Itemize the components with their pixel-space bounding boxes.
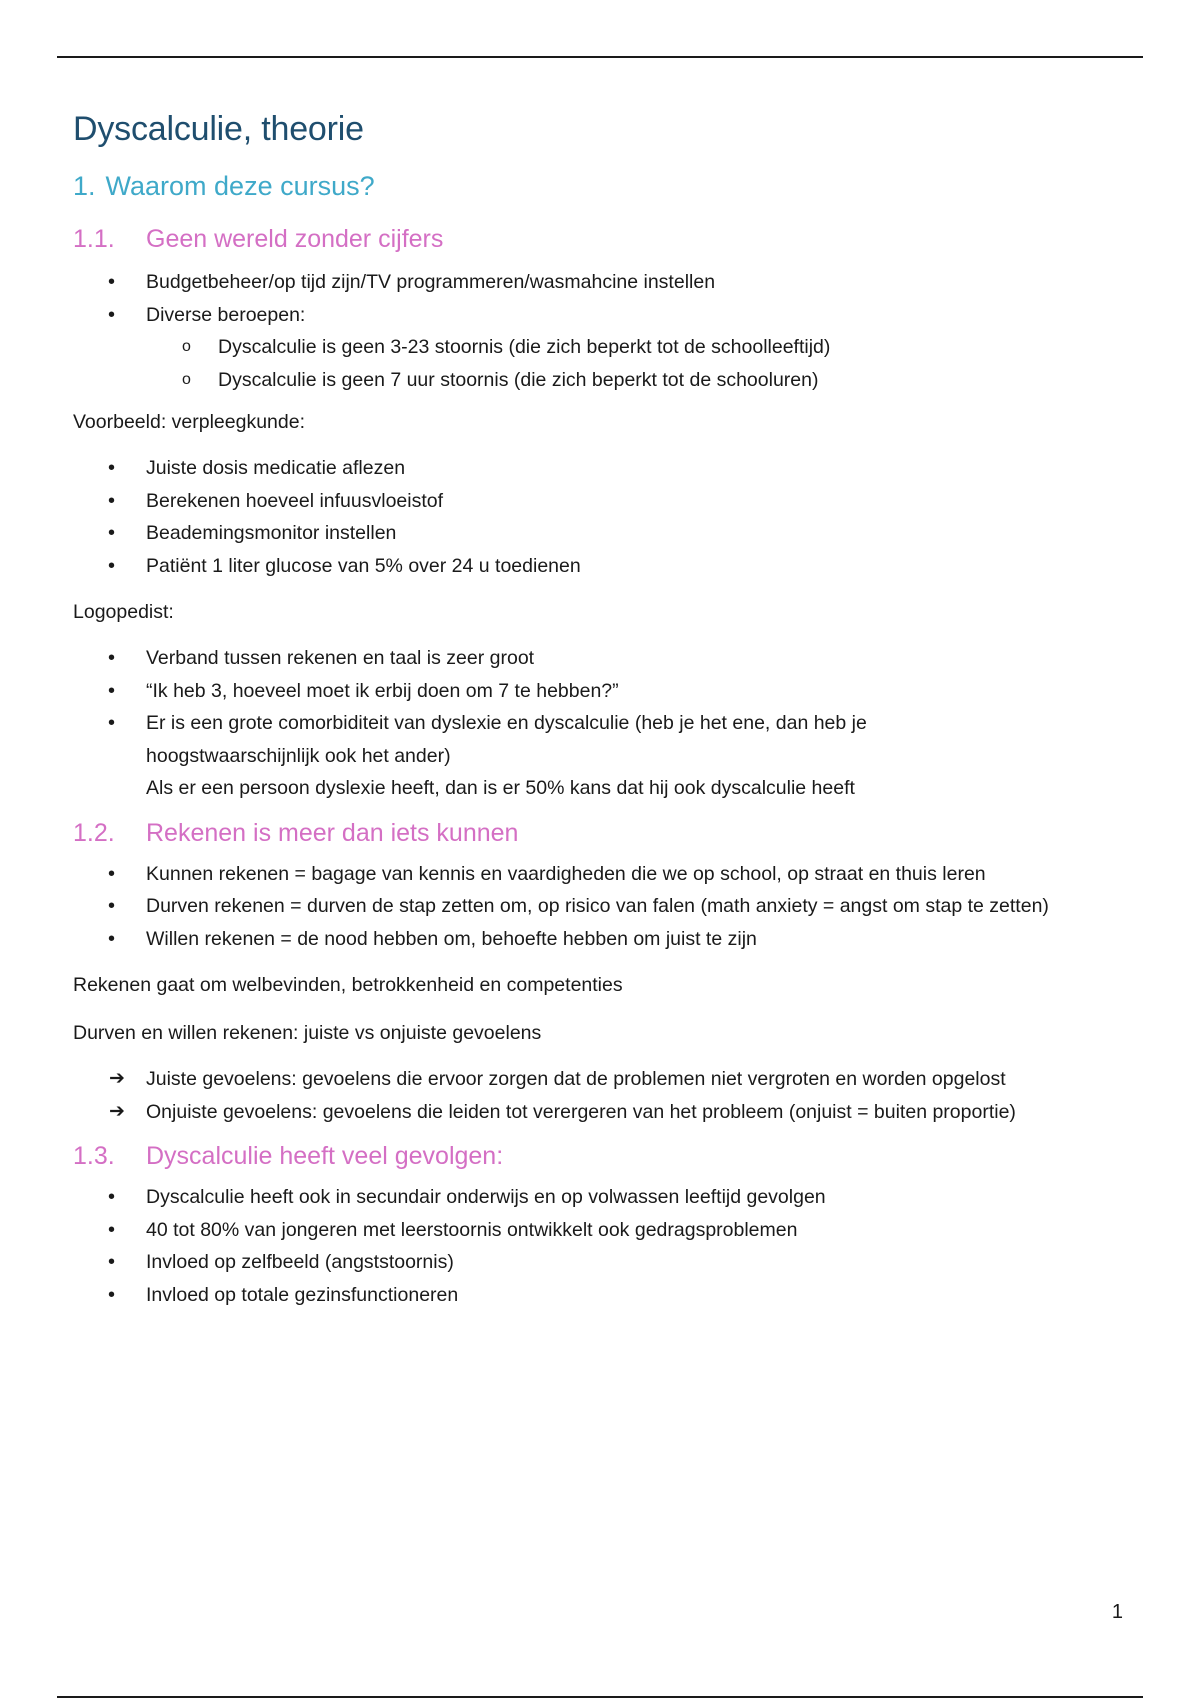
list-item: • 40 tot 80% van jongeren met leerstoornis ontwikkelt ook gedragsproblemen [73, 1214, 1143, 1247]
heading-text: Waarom deze cursus? [105, 171, 375, 201]
bullet-list [73, 1181, 1143, 1311]
heading-number: 1. [73, 171, 96, 201]
list-item: • Patiënt 1 liter glucose van 5% over 24 u toedienen [73, 550, 1143, 583]
list-item: • Kunnen rekenen = bagage van kennis en vaardigheden die we op school, op straat en thuis leren [73, 858, 1143, 891]
document-body [73, 110, 1143, 1311]
bullet-list [73, 642, 953, 772]
list-item: o Dyscalculie is geen 3-23 stoornis (die zich beperkt tot de schoolleeftijd) [73, 331, 1143, 364]
heading-text: Geen wereld zonder cijfers [146, 225, 444, 253]
list-item: • Budgetbeheer/op tijd zijn/TV programmeren/wasmahcine instellen [73, 266, 1143, 299]
paragraph: Durven en willen rekenen: juiste vs onjuiste gevoelens [73, 1022, 542, 1044]
list-item: • Dyscalculie heeft ook in secundair onderwijs en op volwassen leeftijd gevolgen [73, 1181, 1143, 1214]
heading-section-1-1 [73, 225, 1143, 254]
heading-section-1-2 [73, 819, 1143, 848]
list-item: • Juiste dosis medicatie aflezen [73, 452, 1143, 485]
heading-number: 1.2. [73, 818, 115, 847]
bottom-rule [57, 1696, 1143, 1698]
sub-bullet-list [73, 331, 1143, 396]
list-item: • Berekenen hoeveel infuusvloeistof [73, 485, 1143, 518]
page-number: 1 [1111, 1601, 1123, 1623]
paragraph: Rekenen gaat om welbevinden, betrokkenheid en competenties [73, 974, 623, 996]
heading-section-1-3 [73, 1142, 1143, 1171]
list-item: • Diverse beroepen: [73, 299, 1143, 332]
bullet-list [73, 266, 1143, 331]
list-continuation: Als er een persoon dyslexie heeft, dan is er 50% kans dat hij ook dyscalculie heeft [146, 777, 855, 799]
bullet-list [73, 452, 1143, 582]
heading-section-1 [73, 171, 1143, 202]
heading-text: Dyscalculie heeft veel gevolgen: [146, 1142, 504, 1170]
paragraph: Voorbeeld: verpleegkunde: [73, 411, 306, 433]
list-item: ➔ Onjuiste gevoelens: gevoelens die leiden tot verergeren van het probleem (onjuist = buiten proportie) [73, 1096, 1143, 1129]
list-item: • Er is een grote comorbiditeit van dyslexie en dyscalculie (heb je het ene, dan heb je hoogstwaarschijnlijk ook het ander) [73, 707, 953, 772]
list-item: • Durven rekenen = durven de stap zetten om, op risico van falen (math anxiety = angst om stap te zetten) [73, 890, 1143, 923]
document-title: Dyscalculie, theorie [73, 110, 364, 148]
heading-number: 1.1. [73, 225, 115, 253]
list-item: • Invloed op totale gezinsfunctioneren [73, 1279, 1143, 1312]
list-item: • Willen rekenen = de nood hebben om, behoefte hebben om juist te zijn [73, 923, 1143, 956]
heading-number: 1.3. [73, 1142, 115, 1170]
list-item: • Invloed op zelfbeeld (angststoornis) [73, 1246, 1143, 1279]
arrow-list [73, 1063, 1143, 1128]
list-item: • Beademingsmonitor instellen [73, 517, 1143, 550]
paragraph: Logopedist: [73, 601, 174, 623]
list-item: • Verband tussen rekenen en taal is zeer groot [73, 642, 953, 675]
bullet-list [73, 858, 1143, 956]
list-item: o Dyscalculie is geen 7 uur stoornis (die zich beperkt tot de schooluren) [73, 364, 1143, 397]
list-item: • “Ik heb 3, hoeveel moet ik erbij doen om 7 te hebben?” [73, 675, 953, 708]
list-item: ➔ Juiste gevoelens: gevoelens die ervoor zorgen dat de problemen niet vergroten en worden opgelost [73, 1063, 1143, 1096]
top-rule [57, 56, 1143, 58]
heading-text: Rekenen is meer dan iets kunnen [146, 818, 519, 847]
